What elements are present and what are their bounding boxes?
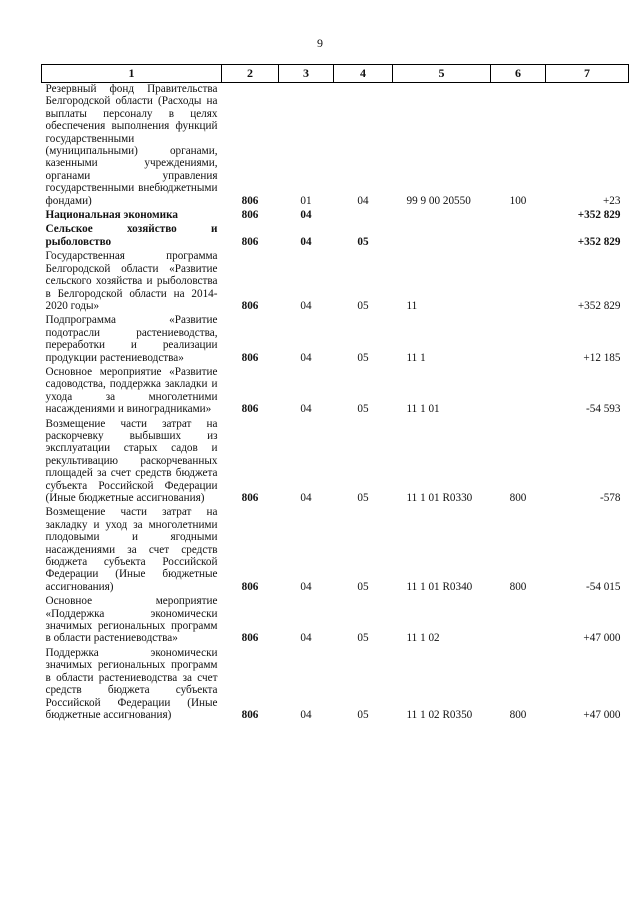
row-amount: -54 015 <box>586 580 621 593</box>
table-row <box>42 250 629 314</box>
table-row <box>42 366 629 418</box>
page-number: 9 <box>317 36 323 50</box>
row-name: Резервный фонд Правительства Белгородской области (Расходы на выплаты персоналу в целях обеспечения выполнения функций государственными (муниципальными) органами, казенными учреждениями, органами управления государственными внебюджетными фондами) <box>45 83 218 207</box>
header-col-6: 6 <box>491 65 546 83</box>
row-code-6 <box>491 209 546 223</box>
table-row <box>42 595 629 647</box>
row-code-3: 04 <box>300 235 312 248</box>
header-col-2: 2 <box>222 65 279 83</box>
row-code-3: 04 <box>300 351 312 364</box>
row-amount: +352 829 <box>577 209 621 222</box>
row-name: Возмещение части затрат на раскорчевку выбывших из эксплуатации старых садов и рекультивацию раскорчеванных площадей за счет средств бюджета субъекта Российской Федерации (Иные бюджетные ассигнования) <box>45 417 218 504</box>
row-code-3: 04 <box>300 299 312 312</box>
row-code-2: 806 <box>241 632 259 645</box>
row-code-2: 806 <box>241 492 259 504</box>
row-code-4: 05 <box>357 708 369 721</box>
row-code-2: 806 <box>241 299 259 312</box>
row-code-3: 04 <box>300 708 312 721</box>
header-col-1: 1 <box>42 65 222 83</box>
row-code-6 <box>491 314 546 366</box>
row-code-5: 11 1 01 <box>406 403 440 416</box>
table-body <box>42 83 629 724</box>
row-code-4: 05 <box>357 403 369 416</box>
budget-table <box>41 64 629 723</box>
row-code-6: 800 <box>509 708 527 721</box>
row-code-4: 05 <box>357 351 369 364</box>
row-code-6: 100 <box>509 194 527 207</box>
table-row <box>42 314 629 366</box>
row-code-6: 800 <box>509 580 527 593</box>
row-code-6 <box>491 595 546 647</box>
row-code-5 <box>393 209 491 223</box>
row-code-2: 806 <box>241 351 259 364</box>
row-code-2: 806 <box>241 235 259 248</box>
row-amount: -54 593 <box>586 403 621 416</box>
row-amount: +47 000 <box>583 632 621 645</box>
row-code-4: 05 <box>357 492 369 504</box>
table-row <box>42 223 629 250</box>
row-code-6: 800 <box>509 492 527 504</box>
header-col-5: 5 <box>393 65 491 83</box>
row-code-4: 05 <box>357 299 369 312</box>
row-name: Возмещение части затрат на закладку и уход за многолетними плодовыми и ягодными насаждениями за счет средств бюджета субъекта Российской Федерации (Иные бюджетные ассигнования) <box>45 506 218 593</box>
row-code-3: 04 <box>300 209 312 222</box>
row-amount: +23 <box>603 194 621 207</box>
header-col-3: 3 <box>279 65 334 83</box>
row-code-6 <box>491 223 546 250</box>
row-code-5 <box>393 223 491 250</box>
row-name: Государственная программа Белгородской области «Развитие сельского хозяйства и рыболовства в Белгородской области на 2014-2020 годы» <box>45 250 218 312</box>
row-code-2: 806 <box>241 403 259 416</box>
row-name: Сельское хозяйство и рыболовство <box>45 223 218 248</box>
row-code-6 <box>491 250 546 314</box>
row-code-4: 04 <box>357 194 369 207</box>
row-name: Поддержка экономически значимых региональных программ в области растениеводства за счет средств бюджета субъекта Российской Федерации (Иные бюджетные ассигнования) <box>45 646 218 721</box>
row-code-2: 806 <box>241 580 259 593</box>
row-name: Подпрограмма «Развитие подотрасли растениеводства, переработки и реализации продукции растениеводства» <box>45 314 218 364</box>
header-col-4: 4 <box>334 65 393 83</box>
row-code-5: 11 1 <box>406 351 426 364</box>
row-name: Национальная экономика <box>45 209 178 222</box>
header-row <box>42 65 629 83</box>
table-row <box>42 418 629 507</box>
row-code-5: 11 1 01 R0330 <box>406 492 473 504</box>
row-code-5: 11 1 02 R0350 <box>406 708 473 721</box>
row-code-5: 11 1 02 <box>406 632 440 645</box>
row-code-3: 01 <box>300 194 312 207</box>
row-code-6 <box>491 366 546 418</box>
row-code-4 <box>334 209 393 223</box>
row-code-2: 806 <box>241 209 259 222</box>
row-code-5: 11 1 01 R0340 <box>406 580 473 593</box>
table-row <box>42 83 629 210</box>
row-code-3: 04 <box>300 580 312 593</box>
row-code-4: 05 <box>357 580 369 593</box>
row-amount: +352 829 <box>577 299 621 312</box>
row-amount: +47 000 <box>583 708 621 721</box>
row-code-4: 05 <box>357 632 369 645</box>
table-row <box>42 506 629 595</box>
row-code-2: 806 <box>241 194 259 207</box>
row-name: Основное мероприятие «Поддержка экономически значимых региональных программ в области растениеводства» <box>45 595 218 645</box>
table-row <box>42 647 629 723</box>
row-code-3: 04 <box>300 403 312 416</box>
row-code-5: 99 9 00 20550 <box>406 194 471 207</box>
row-code-3: 04 <box>300 492 312 504</box>
header-col-7: 7 <box>546 65 629 83</box>
row-name: Основное мероприятие «Развитие садоводства, поддержка закладки и ухода за многолетними насаждениями и виноградниками» <box>45 365 218 416</box>
row-code-5: 11 <box>406 299 418 312</box>
row-code-2: 806 <box>241 708 259 721</box>
row-code-4: 05 <box>357 235 369 248</box>
row-amount: +12 185 <box>583 351 621 364</box>
row-amount: -578 <box>599 492 621 504</box>
table-row <box>42 209 629 223</box>
row-code-3: 04 <box>300 632 312 645</box>
row-amount: +352 829 <box>577 235 621 248</box>
